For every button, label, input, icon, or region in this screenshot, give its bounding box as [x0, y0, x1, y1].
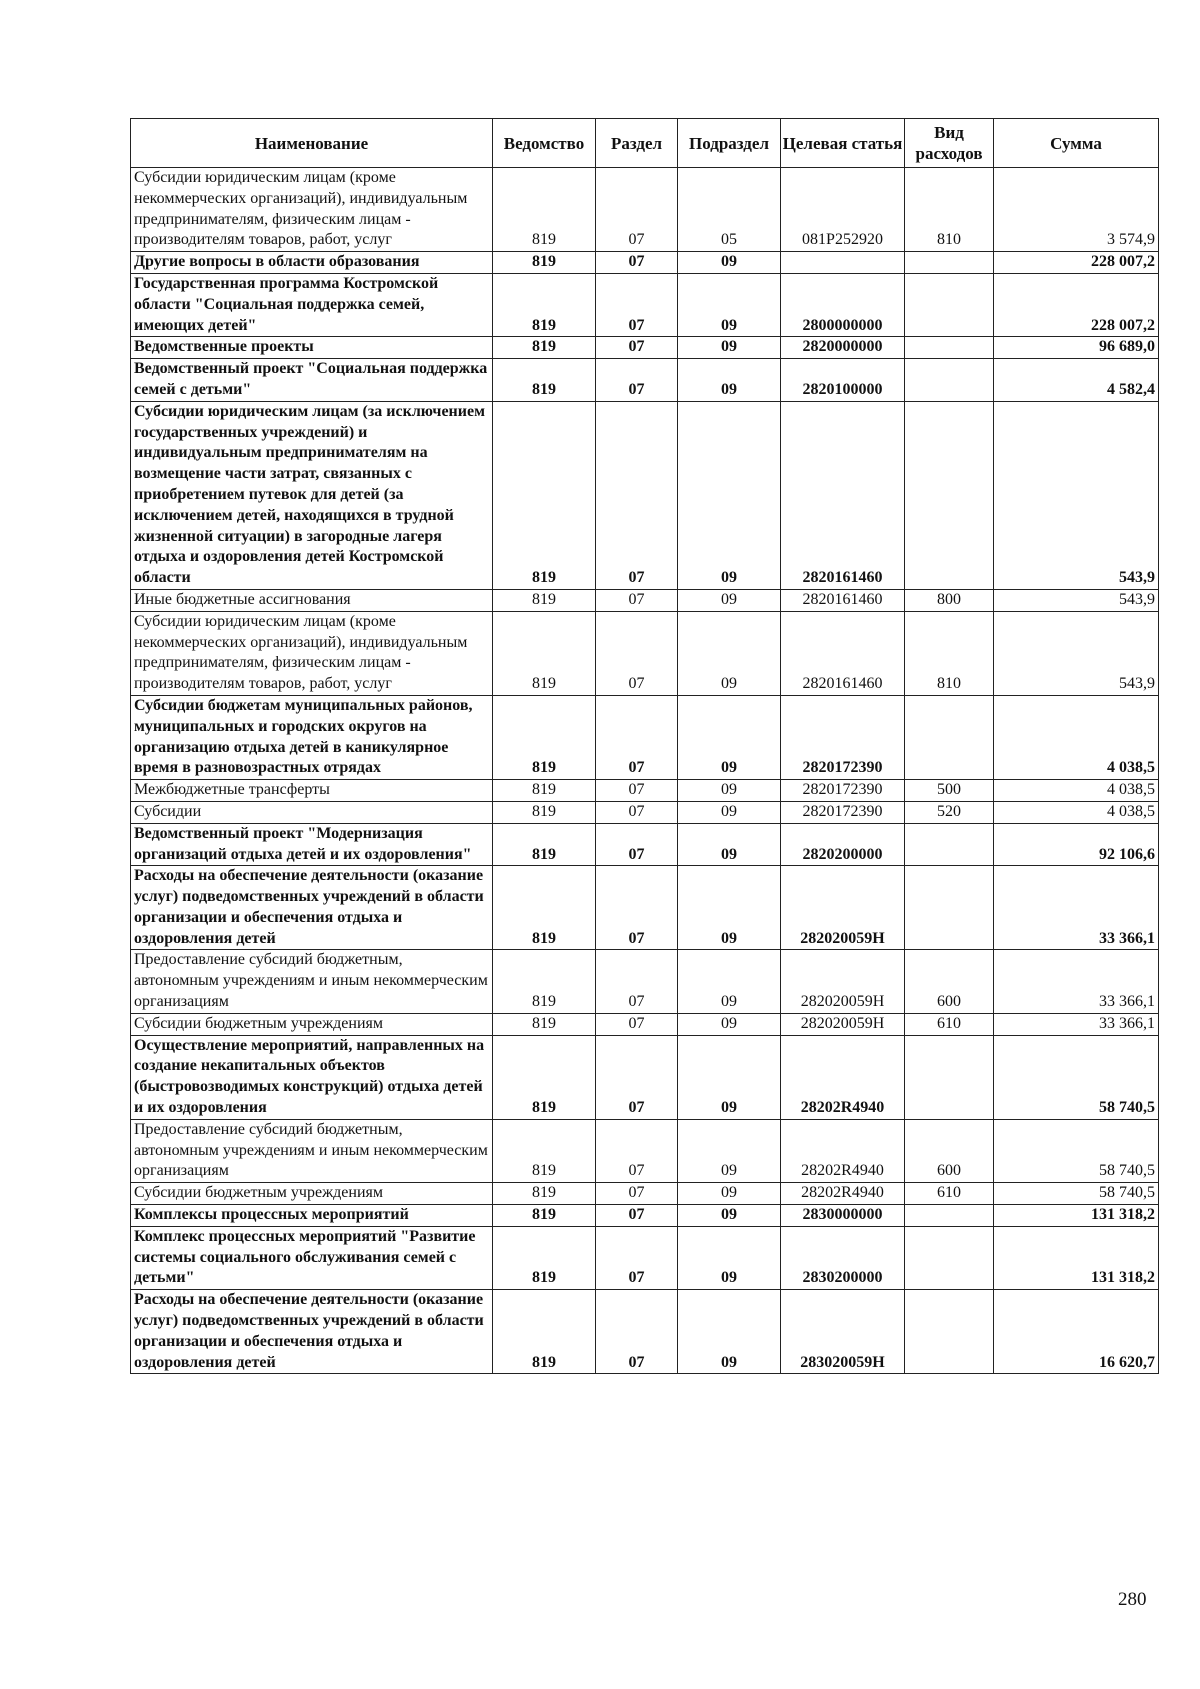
- table-row: [131, 1205, 1159, 1227]
- cell-podrazdel: 09: [678, 1226, 781, 1289]
- cell-podrazdel: 09: [678, 252, 781, 274]
- cell-vid-rashodov: [905, 866, 994, 950]
- cell-name: Осуществление мероприятий, направленных на создание некапитальных объектов (быстровозводимых конструкций) отдыха детей и их оздоровления: [131, 1035, 493, 1119]
- cell-podrazdel: 09: [678, 1035, 781, 1119]
- cell-summa: 543,9: [994, 589, 1159, 611]
- cell-vedomstvo: 819: [493, 1226, 596, 1289]
- cell-razdel: 07: [596, 252, 678, 274]
- cell-summa: 58 740,5: [994, 1119, 1159, 1182]
- header-vid-rashodov: Вид расходов: [905, 119, 994, 168]
- cell-summa: 228 007,2: [994, 273, 1159, 336]
- cell-podrazdel: 09: [678, 1013, 781, 1035]
- cell-razdel: 07: [596, 337, 678, 359]
- cell-name: Ведомственные проекты: [131, 337, 493, 359]
- cell-vid-rashodov: 810: [905, 611, 994, 695]
- cell-celevaya-statya: [781, 252, 905, 274]
- cell-razdel: 07: [596, 780, 678, 802]
- cell-summa: 16 620,7: [994, 1290, 1159, 1374]
- cell-celevaya-statya: 2820000000: [781, 337, 905, 359]
- cell-razdel: 07: [596, 1013, 678, 1035]
- cell-podrazdel: 09: [678, 337, 781, 359]
- cell-vedomstvo: 819: [493, 866, 596, 950]
- cell-celevaya-statya: 28202R4940: [781, 1035, 905, 1119]
- cell-summa: 96 689,0: [994, 337, 1159, 359]
- table-row: [131, 1226, 1159, 1289]
- cell-celevaya-statya: 2820172390: [781, 801, 905, 823]
- cell-summa: 4 582,4: [994, 359, 1159, 402]
- cell-name: Ведомственный проект "Социальная поддержка семей с детьми": [131, 359, 493, 402]
- table-row: [131, 273, 1159, 336]
- table-row: [131, 1035, 1159, 1119]
- cell-celevaya-statya: 2830200000: [781, 1226, 905, 1289]
- cell-razdel: 07: [596, 359, 678, 402]
- cell-vid-rashodov: [905, 695, 994, 779]
- cell-summa: 228 007,2: [994, 252, 1159, 274]
- table-row: [131, 950, 1159, 1013]
- cell-vedomstvo: 819: [493, 337, 596, 359]
- cell-name: Расходы на обеспечение деятельности (оказание услуг) подведомственных учреждений в области организации и обеспечения отдыха и оздоровления детей: [131, 1290, 493, 1374]
- cell-razdel: 07: [596, 1183, 678, 1205]
- header-summa: Сумма: [994, 119, 1159, 168]
- cell-vedomstvo: 819: [493, 801, 596, 823]
- cell-podrazdel: 09: [678, 823, 781, 866]
- cell-razdel: 07: [596, 273, 678, 336]
- cell-podrazdel: 09: [678, 611, 781, 695]
- table-row: [131, 823, 1159, 866]
- cell-razdel: 07: [596, 1119, 678, 1182]
- cell-vid-rashodov: [905, 273, 994, 336]
- cell-celevaya-statya: 282020059H: [781, 1013, 905, 1035]
- cell-name: Государственная программа Костромской области "Социальная поддержка семей, имеющих детей": [131, 273, 493, 336]
- cell-razdel: 07: [596, 1226, 678, 1289]
- cell-name: Комплекс процессных мероприятий "Развитие системы социального обслуживания семей с детьми": [131, 1226, 493, 1289]
- cell-podrazdel: 09: [678, 401, 781, 589]
- cell-razdel: 07: [596, 1035, 678, 1119]
- cell-vid-rashodov: [905, 1205, 994, 1227]
- cell-celevaya-statya: 282020059H: [781, 866, 905, 950]
- cell-name: Расходы на обеспечение деятельности (оказание услуг) подведомственных учреждений в области организации и обеспечения отдыха и оздоровления детей: [131, 866, 493, 950]
- cell-vid-rashodov: 610: [905, 1013, 994, 1035]
- cell-vid-rashodov: [905, 1226, 994, 1289]
- cell-vedomstvo: 819: [493, 1290, 596, 1374]
- cell-vedomstvo: 819: [493, 823, 596, 866]
- cell-celevaya-statya: 2820161460: [781, 611, 905, 695]
- cell-razdel: 07: [596, 866, 678, 950]
- cell-celevaya-statya: 28202R4940: [781, 1183, 905, 1205]
- cell-celevaya-statya: 283020059H: [781, 1290, 905, 1374]
- cell-vedomstvo: 819: [493, 950, 596, 1013]
- table-row: [131, 401, 1159, 589]
- cell-podrazdel: 09: [678, 359, 781, 402]
- cell-summa: 92 106,6: [994, 823, 1159, 866]
- table-row: [131, 252, 1159, 274]
- cell-vedomstvo: 819: [493, 611, 596, 695]
- cell-name: Предоставление субсидий бюджетным, автономным учреждениям и иным некоммерческим организациям: [131, 1119, 493, 1182]
- cell-vedomstvo: 819: [493, 1183, 596, 1205]
- cell-razdel: 07: [596, 823, 678, 866]
- cell-razdel: 07: [596, 950, 678, 1013]
- cell-name: Субсидии юридическим лицам (кроме некоммерческих организаций), индивидуальным предпринимателям, физическим лицам - производителям товаров, работ, услуг: [131, 611, 493, 695]
- table-row: [131, 337, 1159, 359]
- cell-razdel: 07: [596, 1205, 678, 1227]
- header-razdel: Раздел: [596, 119, 678, 168]
- cell-celevaya-statya: 2830000000: [781, 1205, 905, 1227]
- cell-vid-rashodov: [905, 337, 994, 359]
- table-row: [131, 611, 1159, 695]
- cell-celevaya-statya: 2800000000: [781, 273, 905, 336]
- cell-summa: 3 574,9: [994, 168, 1159, 252]
- cell-podrazdel: 05: [678, 168, 781, 252]
- cell-razdel: 07: [596, 1290, 678, 1374]
- cell-vedomstvo: 819: [493, 273, 596, 336]
- cell-vid-rashodov: [905, 823, 994, 866]
- cell-summa: 33 366,1: [994, 866, 1159, 950]
- cell-celevaya-statya: 2820161460: [781, 589, 905, 611]
- table-row: [131, 168, 1159, 252]
- cell-celevaya-statya: 2820200000: [781, 823, 905, 866]
- cell-podrazdel: 09: [678, 589, 781, 611]
- header-name: Наименование: [131, 119, 493, 168]
- table-row: [131, 1013, 1159, 1035]
- table-row: [131, 1183, 1159, 1205]
- cell-celevaya-statya: 2820172390: [781, 780, 905, 802]
- cell-podrazdel: 09: [678, 1205, 781, 1227]
- cell-vid-rashodov: 600: [905, 950, 994, 1013]
- page-number: 280: [1118, 1589, 1147, 1610]
- cell-name: Субсидии бюджетам муниципальных районов, муниципальных и городских округов на организацию отдыха детей в каникулярное время в разновозрастных отрядах: [131, 695, 493, 779]
- cell-podrazdel: 09: [678, 273, 781, 336]
- cell-summa: 4 038,5: [994, 695, 1159, 779]
- cell-vedomstvo: 819: [493, 589, 596, 611]
- cell-vedomstvo: 819: [493, 1013, 596, 1035]
- cell-podrazdel: 09: [678, 866, 781, 950]
- cell-name: Субсидии бюджетным учреждениям: [131, 1013, 493, 1035]
- cell-name: Другие вопросы в области образования: [131, 252, 493, 274]
- table-row: [131, 780, 1159, 802]
- cell-vedomstvo: 819: [493, 359, 596, 402]
- cell-vid-rashodov: [905, 401, 994, 589]
- table-row: [131, 1290, 1159, 1374]
- cell-celevaya-statya: 2820161460: [781, 401, 905, 589]
- cell-podrazdel: 09: [678, 950, 781, 1013]
- cell-name: Комплексы процессных мероприятий: [131, 1205, 493, 1227]
- cell-razdel: 07: [596, 611, 678, 695]
- cell-razdel: 07: [596, 801, 678, 823]
- cell-name: Ведомственный проект "Модернизация организаций отдыха детей и их оздоровления": [131, 823, 493, 866]
- table-row: [131, 695, 1159, 779]
- table-row: [131, 1119, 1159, 1182]
- cell-celevaya-statya: 2820172390: [781, 695, 905, 779]
- cell-name: Субсидии бюджетным учреждениям: [131, 1183, 493, 1205]
- cell-summa: 4 038,5: [994, 801, 1159, 823]
- cell-podrazdel: 09: [678, 801, 781, 823]
- cell-summa: 58 740,5: [994, 1035, 1159, 1119]
- table-row: [131, 589, 1159, 611]
- cell-celevaya-statya: 2820100000: [781, 359, 905, 402]
- cell-razdel: 07: [596, 401, 678, 589]
- cell-name: Субсидии: [131, 801, 493, 823]
- header-podrazdel: Подраздел: [678, 119, 781, 168]
- cell-vedomstvo: 819: [493, 1035, 596, 1119]
- cell-vid-rashodov: 520: [905, 801, 994, 823]
- cell-vid-rashodov: [905, 1290, 994, 1374]
- cell-name: Субсидии юридическим лицам (кроме некоммерческих организаций), индивидуальным предпринимателям, физическим лицам - производителям товаров, работ, услуг: [131, 168, 493, 252]
- cell-razdel: 07: [596, 695, 678, 779]
- cell-vid-rashodov: 800: [905, 589, 994, 611]
- header-celevaya-statya: Целевая статья: [781, 119, 905, 168]
- table-row: [131, 359, 1159, 402]
- cell-vedomstvo: 819: [493, 168, 596, 252]
- cell-summa: 543,9: [994, 611, 1159, 695]
- table-row: [131, 866, 1159, 950]
- cell-name: Субсидии юридическим лицам (за исключением государственных учреждений) и индивидуальным предпринимателям на возмещение части затрат, связанных с приобретением путевок для детей (за исключением детей, находящихся в трудной жизненной ситуации) в загородные лагеря отдыха и оздоровления детей Костромской области: [131, 401, 493, 589]
- cell-vedomstvo: 819: [493, 401, 596, 589]
- cell-name: Предоставление субсидий бюджетным, автономным учреждениям и иным некоммерческим организациям: [131, 950, 493, 1013]
- budget-table: [130, 118, 1159, 1374]
- cell-vid-rashodov: [905, 359, 994, 402]
- cell-vid-rashodov: 500: [905, 780, 994, 802]
- cell-vedomstvo: 819: [493, 1205, 596, 1227]
- cell-vid-rashodov: [905, 1035, 994, 1119]
- cell-summa: 33 366,1: [994, 950, 1159, 1013]
- cell-razdel: 07: [596, 168, 678, 252]
- cell-podrazdel: 09: [678, 780, 781, 802]
- cell-summa: 131 318,2: [994, 1226, 1159, 1289]
- cell-podrazdel: 09: [678, 1119, 781, 1182]
- cell-razdel: 07: [596, 589, 678, 611]
- cell-summa: 543,9: [994, 401, 1159, 589]
- cell-summa: 131 318,2: [994, 1205, 1159, 1227]
- cell-podrazdel: 09: [678, 1183, 781, 1205]
- header-row: [131, 119, 1159, 168]
- cell-podrazdel: 09: [678, 1290, 781, 1374]
- cell-vedomstvo: 819: [493, 780, 596, 802]
- cell-summa: 4 038,5: [994, 780, 1159, 802]
- table-row: [131, 801, 1159, 823]
- cell-name: Иные бюджетные ассигнования: [131, 589, 493, 611]
- cell-summa: 33 366,1: [994, 1013, 1159, 1035]
- cell-celevaya-statya: 081P252920: [781, 168, 905, 252]
- cell-vedomstvo: 819: [493, 252, 596, 274]
- header-vedomstvo: Ведомство: [493, 119, 596, 168]
- cell-vedomstvo: 819: [493, 695, 596, 779]
- cell-vid-rashodov: 600: [905, 1119, 994, 1182]
- cell-vedomstvo: 819: [493, 1119, 596, 1182]
- cell-vid-rashodov: 810: [905, 168, 994, 252]
- cell-celevaya-statya: 282020059H: [781, 950, 905, 1013]
- cell-celevaya-statya: 28202R4940: [781, 1119, 905, 1182]
- cell-name: Межбюджетные трансферты: [131, 780, 493, 802]
- cell-vid-rashodov: [905, 252, 994, 274]
- cell-podrazdel: 09: [678, 695, 781, 779]
- cell-summa: 58 740,5: [994, 1183, 1159, 1205]
- cell-vid-rashodov: 610: [905, 1183, 994, 1205]
